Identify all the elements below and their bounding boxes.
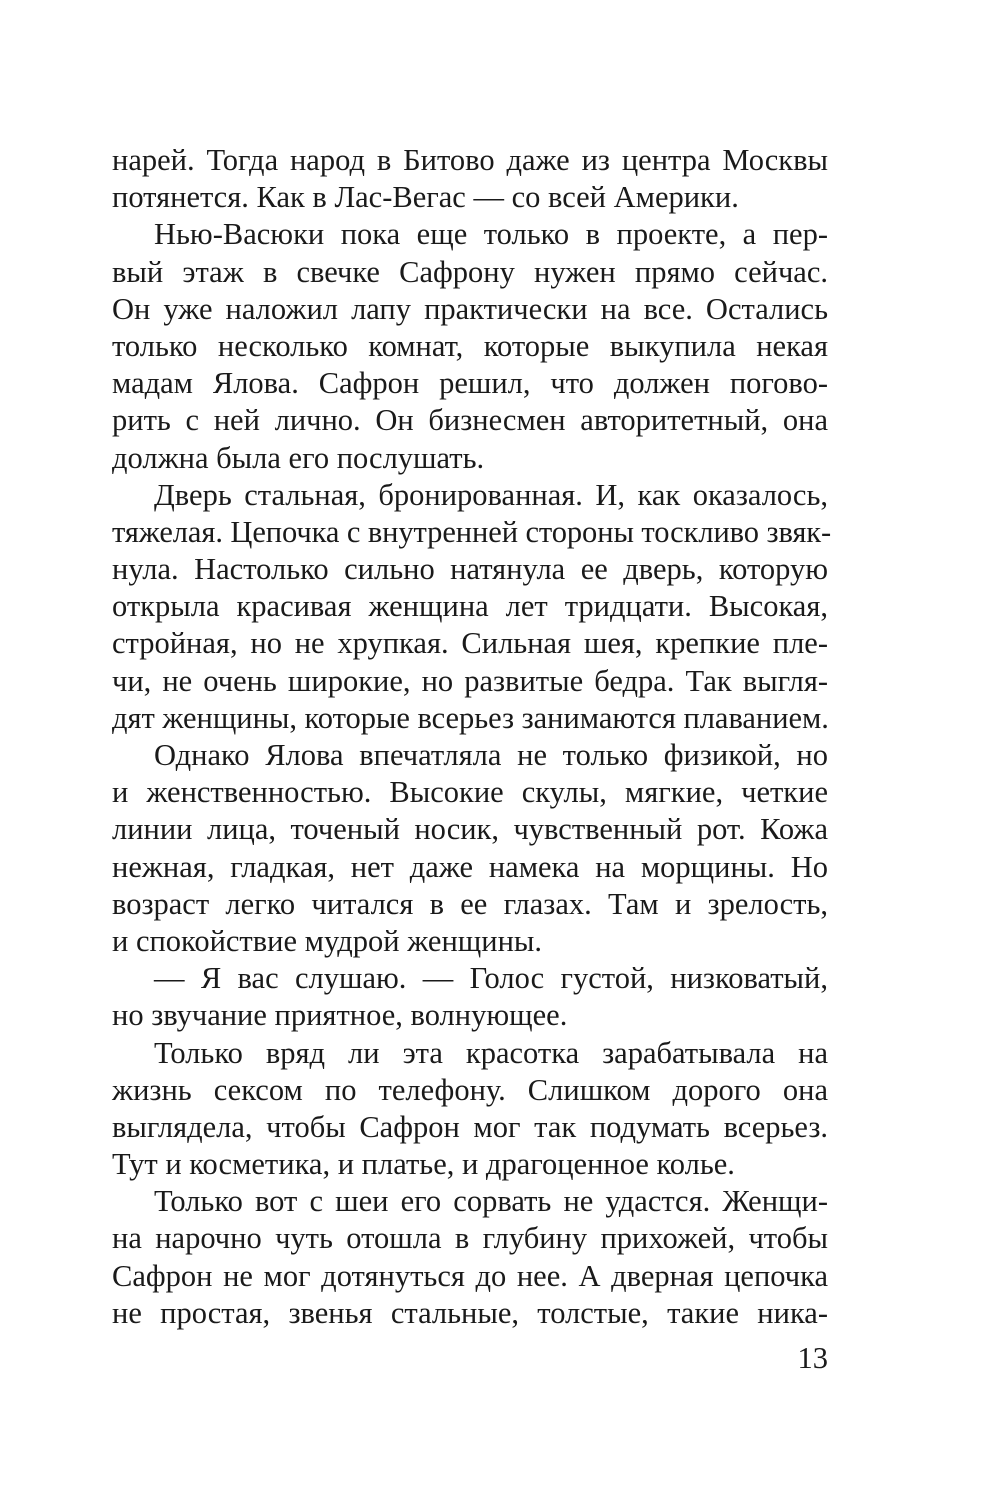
- text-line: линии лица, точеный носик, чувственный рот. Кожа: [112, 812, 828, 847]
- text-line: мадам Ялова. Сафрон решил, что должен погово-: [112, 366, 828, 401]
- text-line: тяжелая. Цепочка с внутренней стороны тоскливо звяк-: [112, 514, 832, 549]
- text-line: чи, не очень широкие, но развитые бедра. Так выгля-: [112, 663, 828, 698]
- text-line: стройная, но не хрупкая. Сильная шея, крепкие пле-: [112, 626, 828, 661]
- text-line: на нарочно чуть отошла в глубину прихожей, чтобы: [112, 1221, 828, 1256]
- text-line: Однако Ялова впечатляла не только физикой, но: [154, 738, 828, 772]
- text-line: Только вот с шеи его сорвать не удастся. Женщи-: [154, 1184, 828, 1219]
- text-line: жизнь сексом по телефону. Слишком дорого она: [112, 1072, 828, 1107]
- text-line: открыла красивая женщина лет тридцати. Высокая,: [112, 589, 828, 624]
- text-line: и спокойствие мудрой женщины.: [112, 923, 543, 958]
- text-line: Он уже наложил лапу практически на все. Остались: [112, 291, 828, 326]
- text-line: выглядела, чтобы Сафрон мог так подумать всерьез.: [112, 1109, 828, 1144]
- text-line: Только вряд ли эта красотка зарабатывала на: [154, 1035, 828, 1070]
- text-line: должна была его послушать.: [112, 440, 485, 475]
- text-line: рить с ней лично. Он бизнесмен авторитетный, она: [112, 403, 828, 438]
- text-line: Сафрон не мог дотянуться до нее. А дверная цепочка: [112, 1258, 828, 1293]
- body-text: [112, 142, 832, 1332]
- text-line: не простая, звенья стальные, толстые, такие ника-: [112, 1295, 828, 1330]
- text-line: нула. Настолько сильно натянула ее дверь, которую: [112, 552, 828, 587]
- text-line: возраст легко читался в ее глазах. Там и зрелость,: [112, 886, 828, 921]
- text-line: — Я вас слушаю. — Голос густой, низковатый,: [154, 961, 828, 996]
- text-line: Нью-Васюки пока еще только в проекте, а пер-: [154, 217, 828, 252]
- page-number: 13: [797, 1341, 828, 1375]
- text-line: Дверь стальная, бронированная. И, как оказалось,: [154, 477, 828, 512]
- text-line: дят женщины, которые всерьез занимаются плаванием.: [112, 700, 829, 735]
- text-line: потянется. Как в Лас-Вегас — со всей Америки.: [112, 180, 739, 215]
- text-line: Тут и косметика, и платье, и драгоценное колье.: [112, 1147, 735, 1182]
- text-line: и женственностью. Высокие скулы, мягкие, четкие: [112, 775, 828, 810]
- text-line: только несколько комнат, которые выкупила некая: [112, 328, 828, 363]
- text-line: нарей. Тогда народ в Битово даже из центра Москвы: [112, 143, 828, 177]
- text-line: но звучание приятное, волнующее.: [112, 998, 568, 1033]
- text-line: вый этаж в свечке Сафрону нужен прямо сейчас.: [112, 254, 828, 289]
- text-line: нежная, гладкая, нет даже намека на морщины. Но: [112, 849, 828, 884]
